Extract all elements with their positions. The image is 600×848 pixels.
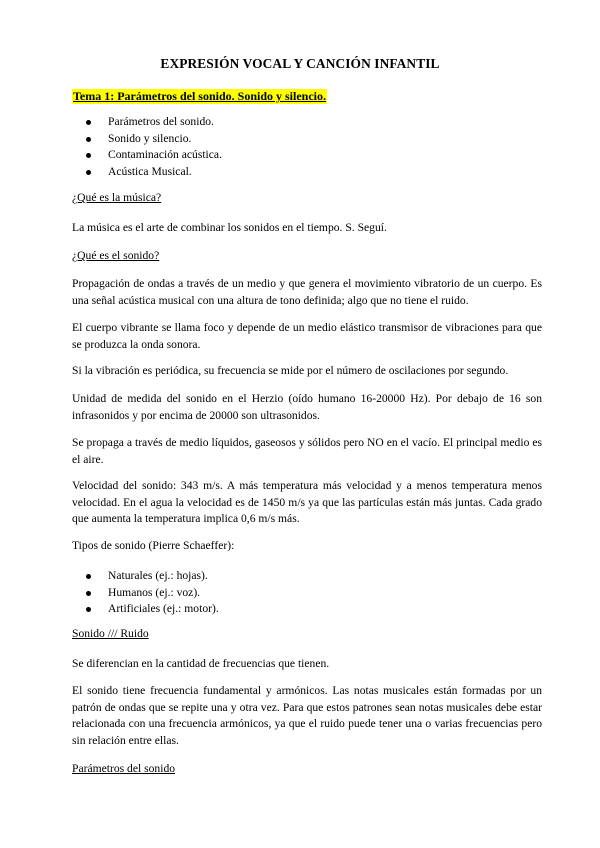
list-item: Acústica Musical. bbox=[72, 164, 222, 181]
list-item: Sonido y silencio. bbox=[72, 131, 222, 148]
types-list bbox=[72, 568, 219, 618]
bullet-icon bbox=[86, 120, 91, 125]
paragraph-noise-2: El sonido tiene frecuencia fundamental y armónicos. Las notas musicales están formadas por un patrón de ondas que se repite una y otra vez. Para que estos patrones sean notas musicales debe estar relacionada con una frecuencia armónicos, ya que el ruido puede tener una o varias frecuencias pero sin relación entre ellas. bbox=[72, 684, 542, 747]
paragraph-sound-6: Velocidad del sonido: 343 m/s. A más temperatura más velocidad y a menos temperatura menos velocidad. En el agua la velocidad es de 1450 m/s ya que las partículas están más juntas. Cada grado que aumenta la temperatura implica 0,6 m/s más. bbox=[72, 479, 542, 525]
bullet-icon bbox=[86, 170, 91, 175]
question-sound: ¿Qué es el sonido? bbox=[72, 249, 160, 262]
paragraph-sound-4: Unidad de medida del sonido en el Herzio (oído humano 16-20000 Hz). Por debajo de 16 son infrasonidos y por encima de 20000 son ultrasonidos. bbox=[72, 392, 542, 422]
paragraph-sound-3: Si la vibración es periódica, su frecuencia se mide por el número de oscilaciones por segundo. bbox=[72, 364, 509, 377]
heading-sound-noise: Sonido /// Ruido bbox=[72, 627, 149, 640]
bullet-icon bbox=[86, 574, 91, 579]
paragraph-sound-2: El cuerpo vibrante se llama foco y depende de un medio elástico transmisor de vibraciones para que se produzca la onda sonora. bbox=[72, 321, 542, 351]
list-item: Parámetros del sonido. bbox=[72, 114, 222, 131]
list-item: Naturales (ej.: hojas). bbox=[72, 568, 219, 585]
paragraph-sound-1: Propagación de ondas a través de un medio y que genera el movimiento vibratorio de un cuerpo. Es una señal acústica musical con una altura de tono definida; algo que no tiene el ruido. bbox=[72, 277, 542, 307]
bullet-icon bbox=[86, 153, 91, 158]
heading-parameters: Parámetros del sonido bbox=[72, 762, 176, 775]
section-heading: Tema 1: Parámetros del sonido. Sonido y silencio. bbox=[73, 89, 327, 103]
bullet-icon bbox=[86, 137, 91, 142]
list-item: Contaminación acústica. bbox=[72, 147, 222, 164]
list-item: Humanos (ej.: voz). bbox=[72, 585, 219, 602]
list-item: Artificiales (ej.: motor). bbox=[72, 601, 219, 618]
paragraph-music: La música es el arte de combinar los sonidos en el tiempo. S. Seguí. bbox=[72, 221, 387, 234]
bullet-icon bbox=[86, 607, 91, 612]
bullet-icon bbox=[86, 591, 91, 596]
topics-list bbox=[72, 114, 222, 180]
document-title: EXPRESIÓN VOCAL Y CANCIÓN INFANTIL bbox=[160, 56, 440, 71]
question-music: ¿Qué es la música? bbox=[72, 191, 162, 204]
paragraph-noise-1: Se diferencian en la cantidad de frecuencias que tienen. bbox=[72, 657, 330, 670]
paragraph-sound-5: Se propaga a través de medio líquidos, gaseosos y sólidos pero NO en el vacío. El principal medio es el aire. bbox=[72, 436, 542, 466]
paragraph-types: Tipos de sonido (Pierre Schaeffer): bbox=[72, 539, 235, 552]
